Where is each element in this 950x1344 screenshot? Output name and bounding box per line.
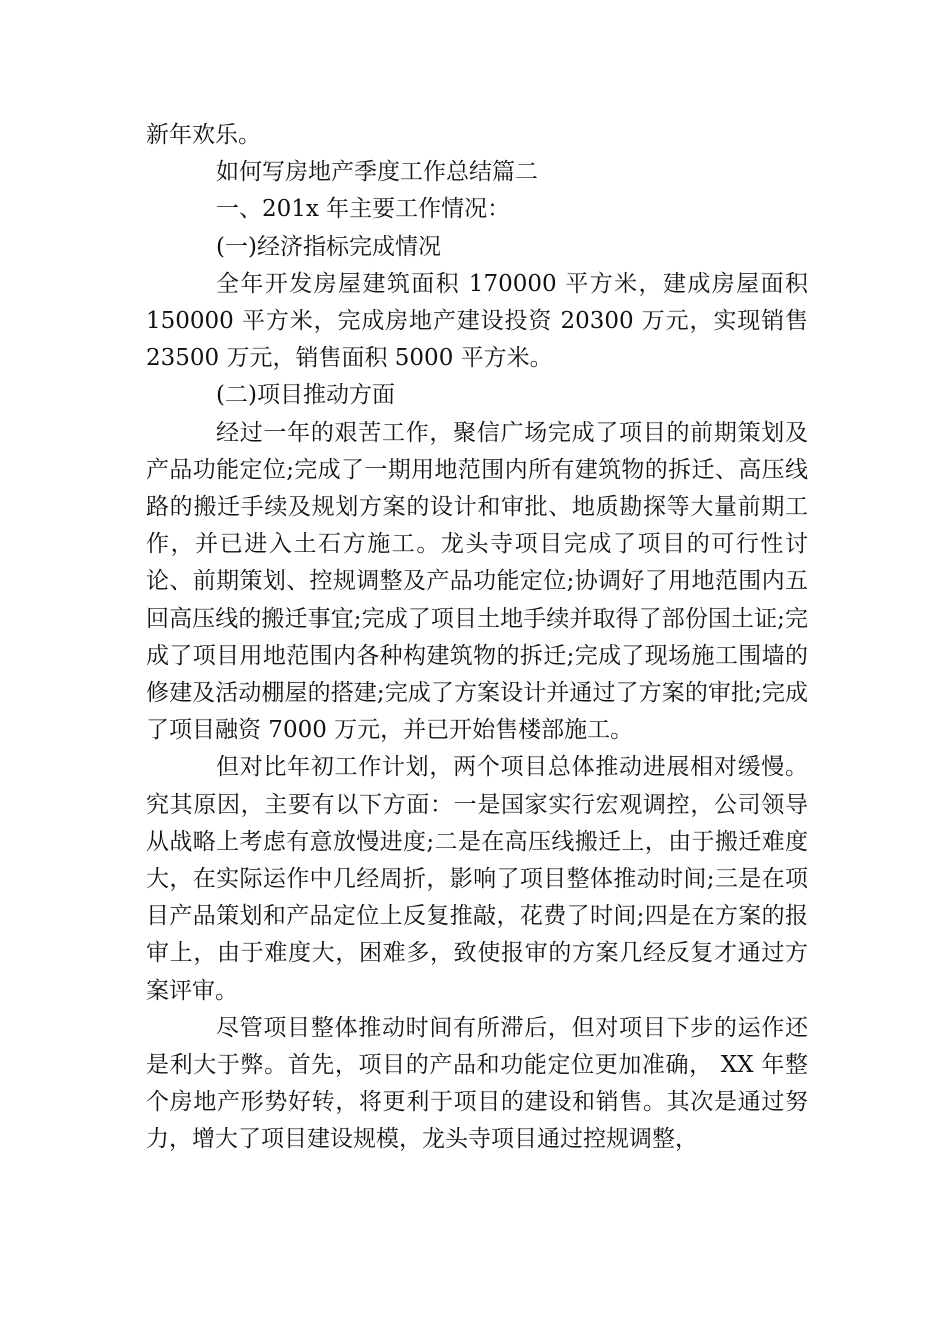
- paragraph-delay-reasons: 但对比年初工作计划，两个项目总体推动进展相对缓慢。究其原因，主要有以下方面：一是国家实行宏观调控，公司领导从战略上考虑有意放慢进度;二是在高压线搬迁上，由于搬迁难度大，在实际运作中几经周折，影响了项目整体推动时间;三是在项目产品策划和产品定位上反复推敲，花费了时间;四是在方案的报审上，由于难度大，困难多，致使报审的方案几经反复才通过方案评审。: [146, 754, 808, 1004]
- paragraph-closing: 新年欢乐。: [146, 122, 261, 148]
- paragraph-economic-indicators: 全年开发房屋建筑面积 170000 平方米，建成房屋面积 150000 平方米，完成房地产建设投资 20300 万元，实现销售 23500 万元，销售面积 5000 平方米。: [146, 270, 808, 372]
- section-heading-main-work: 一、201x 年主要工作情况：: [216, 196, 511, 223]
- subsection-heading-economic: (一)经济指标完成情况: [216, 233, 441, 260]
- paragraph-project-progress: 经过一年的艰苦工作，聚信广场完成了项目的前期策划及产品功能定位;完成了一期用地范围内所有建筑物的拆迁、高压线路的搬迁手续及规划方案的设计和审批、地质勘探等大量前期工作，并已进入土石方施工。龙头寺项目完成了项目的可行性讨论、前期策划、控规调整及产品功能定位;协调好了用地范围内五回高压线的搬迁事宜;完成了项目土地手续并取得了部份国土证;完成了项目用地范围内各种构建筑物的拆迁;完成了现场施工围墙的修建及活动棚屋的搭建;完成了方案设计并通过了方案的审批;完成了项目融资 7000 万元，并已开始售楼部施工。: [146, 419, 808, 744]
- document-body: [146, 117, 808, 1159]
- paragraph-outlook: 尽管项目整体推动时间有所滞后，但对项目下步的运作还是利大于弊。首先，项目的产品和功能定位更加准确， XX 年整个房地产形势好转，将更利于项目的建设和销售。其次是通过努力，增大了项目建设规模，龙头寺项目通过控规调整，: [146, 1014, 808, 1153]
- document-title: 如何写房地产季度工作总结篇二: [216, 159, 538, 186]
- subsection-heading-project: (二)项目推动方面: [216, 382, 395, 409]
